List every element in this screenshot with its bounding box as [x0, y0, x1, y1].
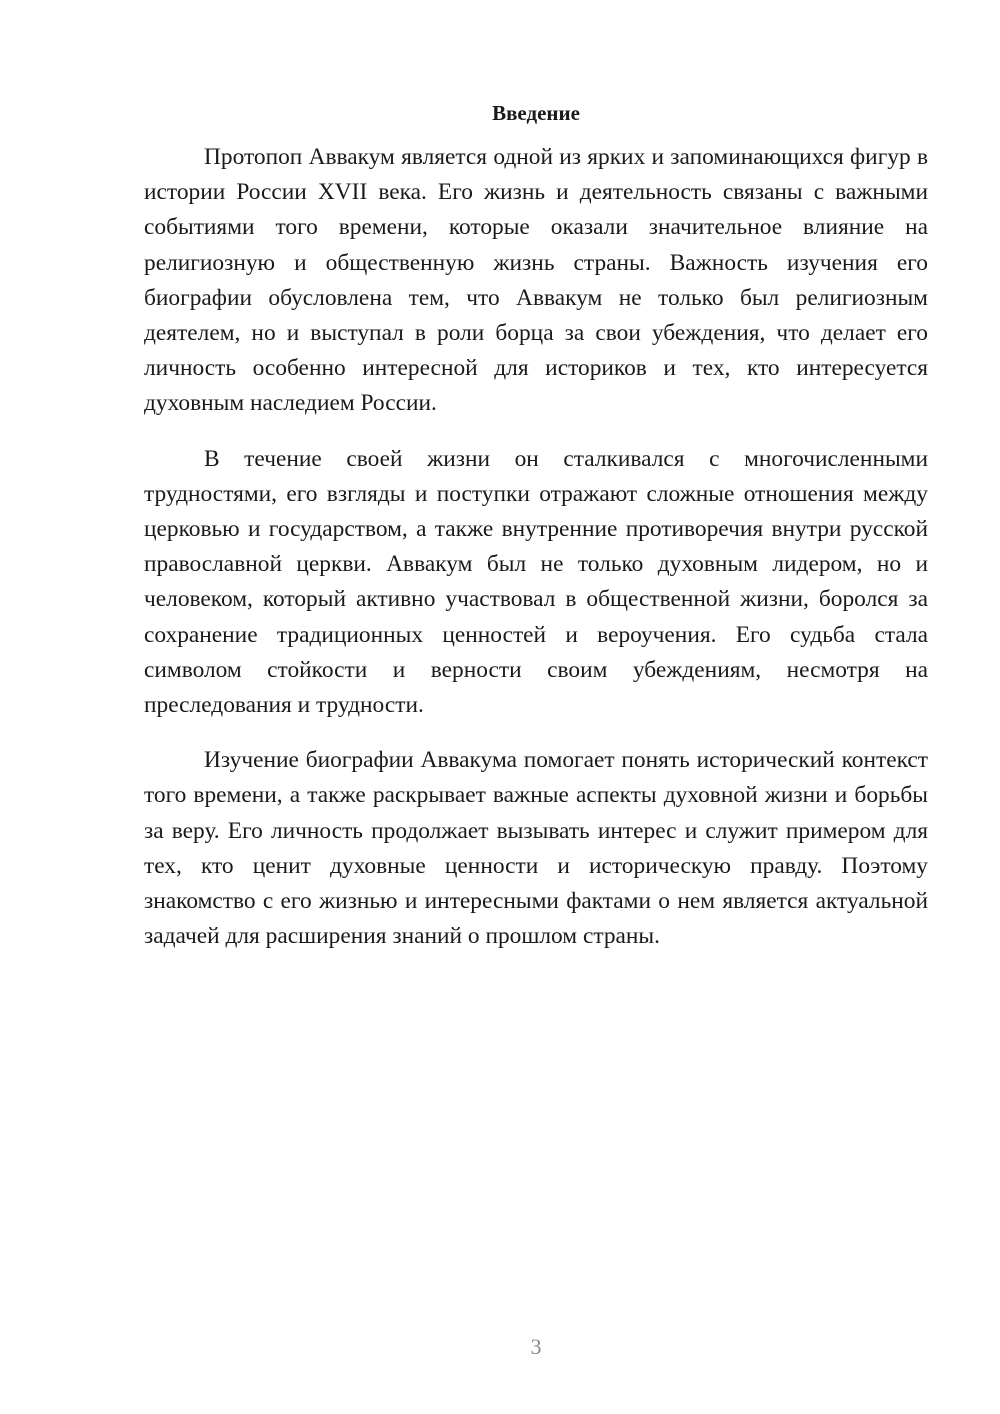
page-content — [144, 96, 928, 954]
section-title: Введение — [492, 101, 580, 125]
paragraph-2: В течение своей жизни он сталкивался с многочисленными трудностями, его взгляды и поступки отражают сложные отношения между церковью и государством, а также внутренние противоречия внутри русской православной церкви. Аввакум был не только духовным лидером, но и человеком, который активно участвовал в общественной жизни, боролся за сохранение традиционных ценностей и вероучения. Его судьба стала символом стойкости и верности своим убеждениям, несмотря на преследования и трудности. — [144, 445, 928, 719]
paragraph-3: Изучение биографии Аввакума помогает понять исторический контекст того времени, а также раскрывает важные аспекты духовной жизни и борьбы за веру. Его личность продолжает вызывать интерес и служит примером для тех, кто ценит духовные ценности и историческую правду. Поэтому знакомство с его жизнью и интересными фактами о нем является актуальной задачей для расширения знаний о прошлом страны. — [144, 747, 928, 950]
paragraph-1: Протопоп Аввакум является одной из ярких и запоминающихся фигур в истории России XVII века. Его жизнь и деятельность связаны с важными событиями того времени, которые оказали значительное влияние на религиозную и общественную жизнь страны. Важность изучения его биографии обусловлена тем, что Аввакум не только был религиозным деятелем, но и выступал в роли борца за свои убеждения, что делает его личность особенно интересной для историков и тех, кто интересуется духовным наследием России. — [144, 144, 928, 417]
page-number: 3 — [530, 1334, 542, 1359]
